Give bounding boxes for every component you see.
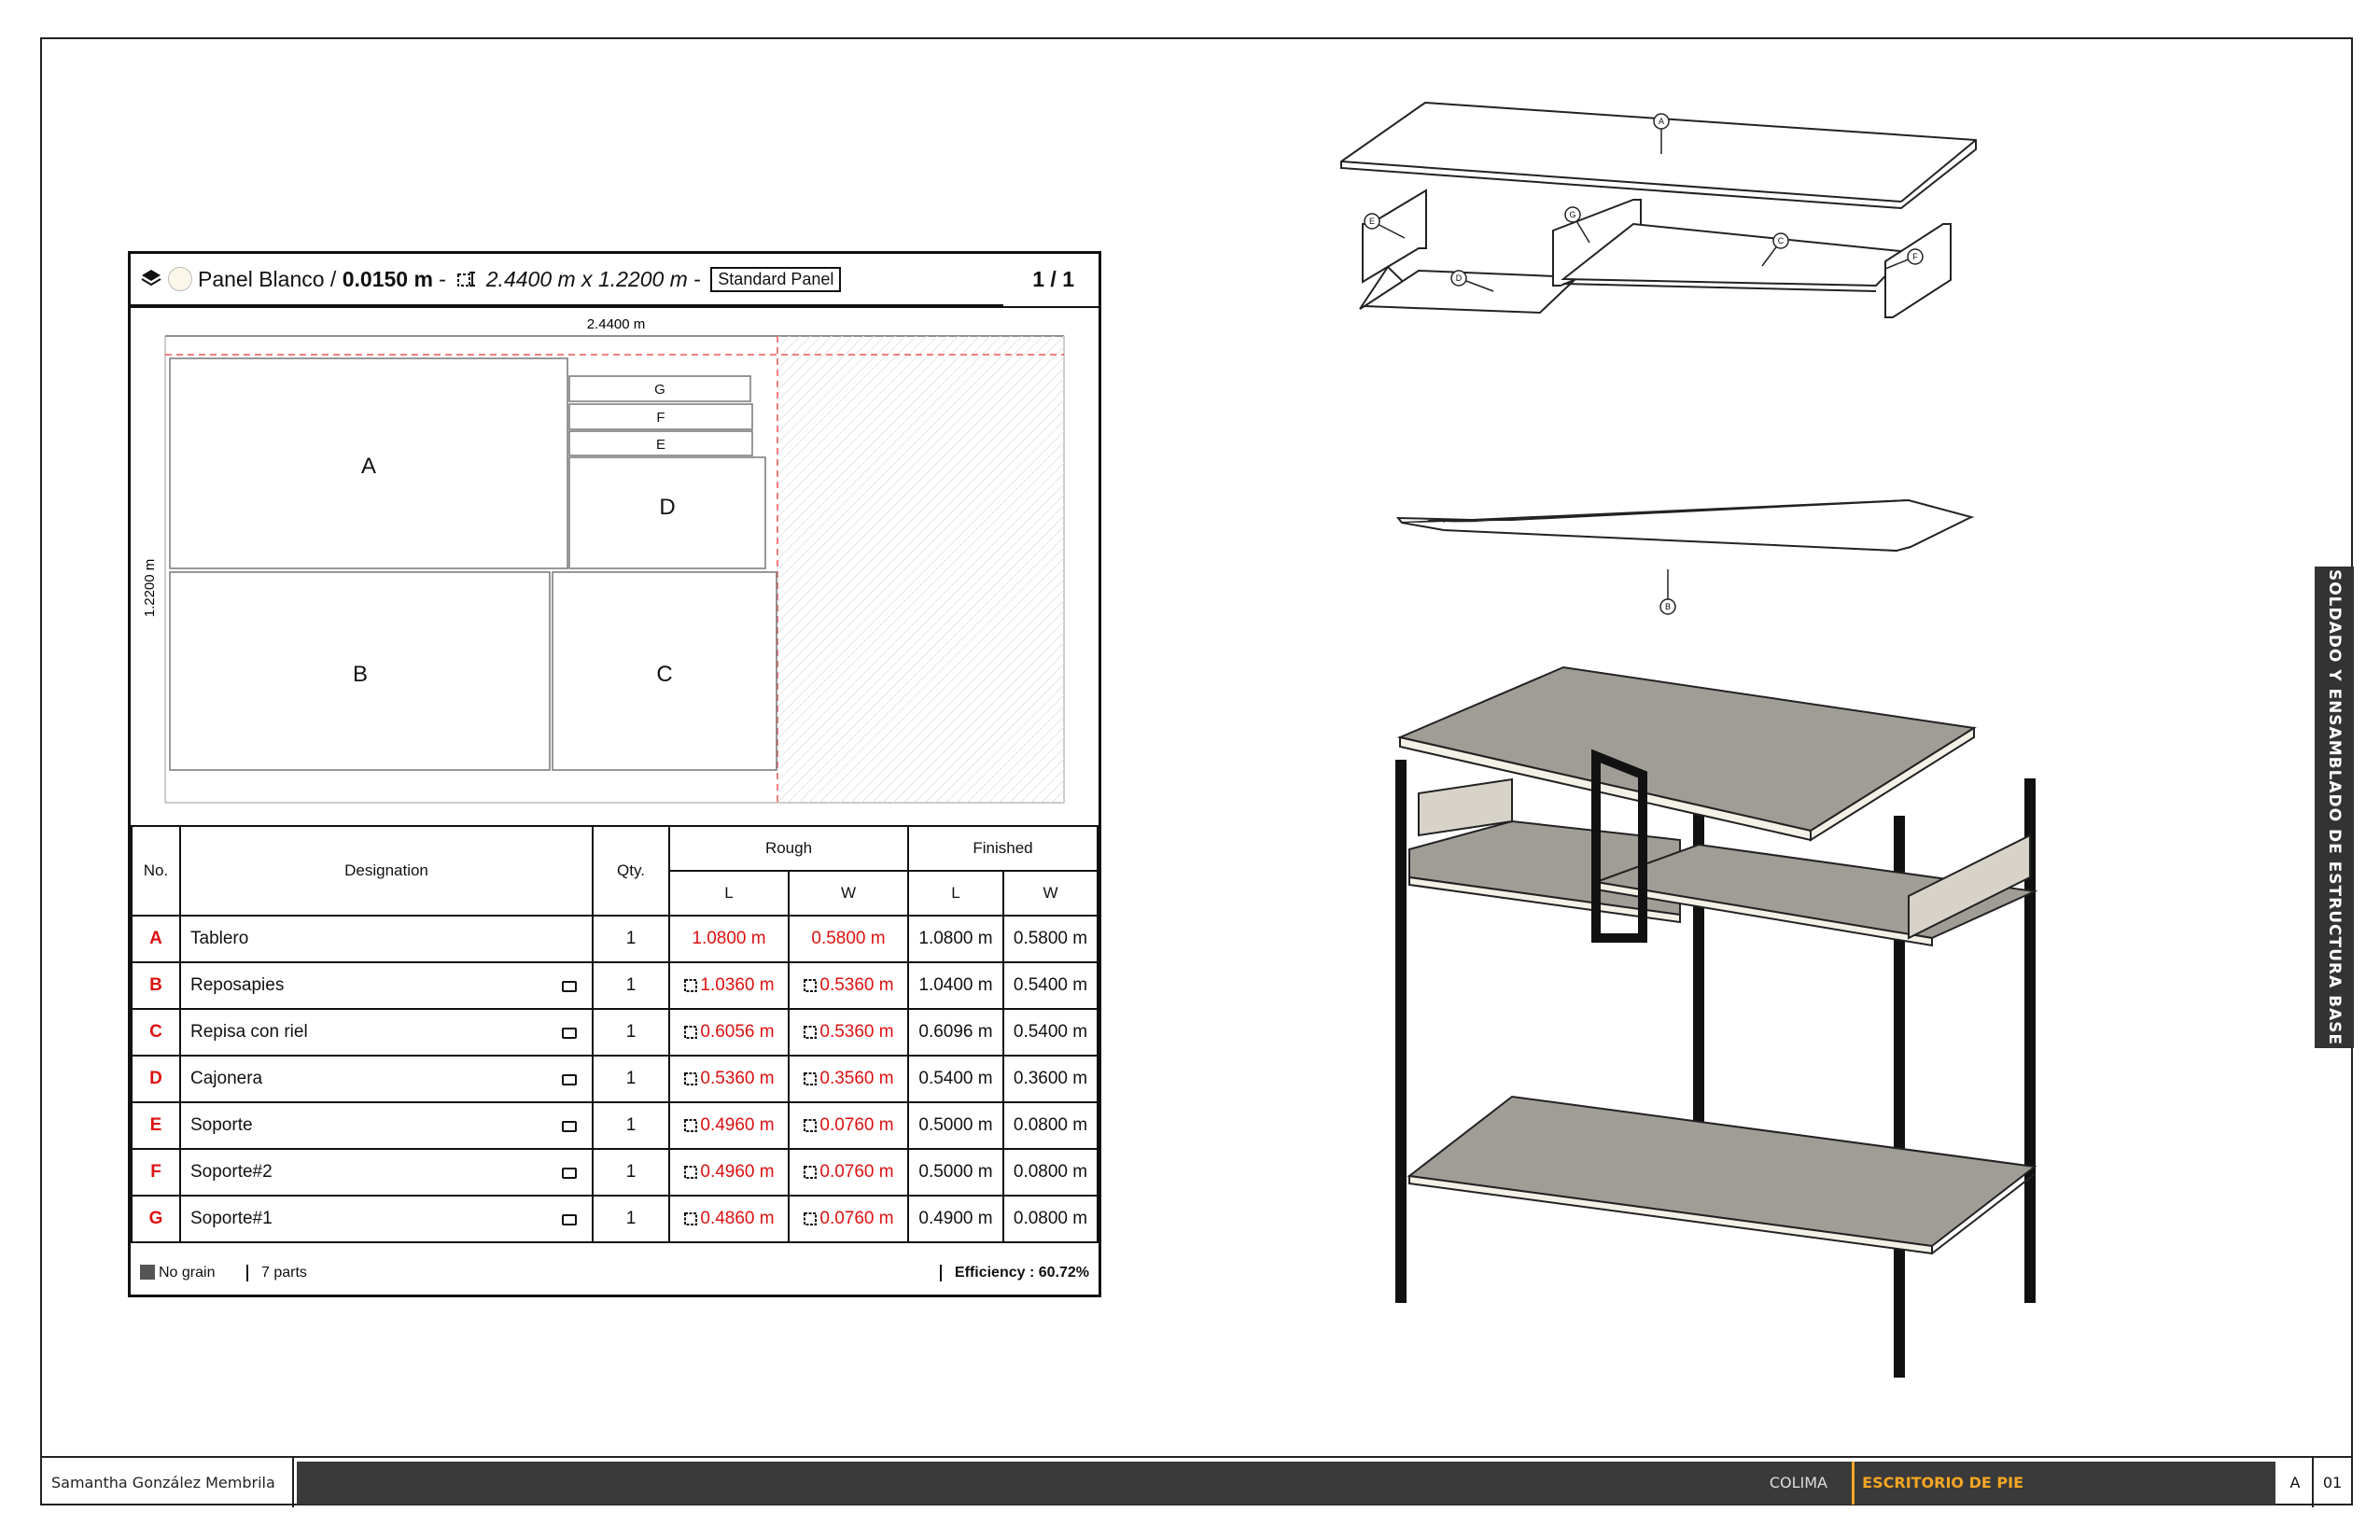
row-no: C [132, 1009, 180, 1056]
row-designation [180, 962, 593, 1009]
row-name: Soporte#2 [190, 1162, 273, 1182]
row-designation [180, 1196, 593, 1242]
row-name: Soporte [190, 1115, 253, 1135]
trim-icon [803, 978, 818, 993]
panel-size: 2.4400 m x 1.2200 m [485, 267, 688, 291]
col-rough-w: W [789, 871, 908, 916]
row-rough-w-value: 0.3560 m [819, 1069, 894, 1088]
assembly-drawings [1325, 84, 2091, 1409]
sheet-letter: A [2278, 1458, 2314, 1507]
section-side-tab [2315, 567, 2354, 1048]
trim-icon [803, 1211, 818, 1226]
part-label-c: C [656, 662, 673, 687]
trim-icon [683, 1211, 698, 1226]
edge-banding-icon [562, 1028, 577, 1039]
row-rough-w-value: 0.0760 m [819, 1115, 894, 1135]
standard-panel-button[interactable]: Standard Panel [710, 267, 841, 292]
row-fin-w: 0.0800 m [1003, 1149, 1098, 1196]
row-qty: 1 [593, 1056, 669, 1102]
row-fin-w: 0.5400 m [1003, 1009, 1098, 1056]
row-designation [180, 1149, 593, 1196]
table-footer [131, 1253, 1099, 1295]
trim-icon [803, 1118, 818, 1133]
sheet-number: 01 [2322, 1474, 2343, 1491]
row-fin-l: 0.5400 m [908, 1056, 1003, 1102]
row-rough-w [789, 1196, 908, 1242]
row-fin-w: 0.0800 m [1003, 1102, 1098, 1149]
panel-thickness: 0.0150 m [342, 267, 433, 291]
row-fin-l: 0.4900 m [908, 1196, 1003, 1242]
row-fin-w: 0.0800 m [1003, 1196, 1098, 1242]
grain-label: No grain [159, 1265, 216, 1281]
efficiency: Efficiency : 60.72% [940, 1265, 1089, 1281]
row-rough-w [789, 962, 908, 1009]
trim-icon [683, 978, 698, 993]
row-rough-l-value: 0.6056 m [700, 1022, 775, 1042]
row-rough-w [789, 1149, 908, 1196]
row-rough-l [669, 962, 789, 1009]
row-designation [180, 1102, 593, 1149]
row-rough-l [669, 1149, 789, 1196]
callout-b: B [1664, 602, 1672, 611]
row-qty: 1 [593, 962, 669, 1009]
part-label-e: E [655, 437, 666, 453]
edge-banding-icon [562, 1214, 577, 1225]
part-label-f: F [656, 410, 665, 426]
row-no: E [132, 1102, 180, 1149]
row-rough-l [669, 1056, 789, 1102]
row-rough-w-value: 0.0760 m [819, 1209, 894, 1228]
row-rough-w-value: 0.5360 m [819, 975, 894, 995]
table-row [132, 916, 1098, 962]
row-fin-w: 0.3600 m [1003, 1056, 1098, 1102]
trim-icon [683, 1025, 698, 1040]
panel-title: Panel Blanco / 0.0150 m - 2.4400 m x 1.2200 m - Standard Panel [198, 267, 841, 292]
row-no: D [132, 1056, 180, 1102]
row-no: B [132, 962, 180, 1009]
row-no: G [132, 1196, 180, 1242]
edge-banding-icon [562, 1074, 577, 1085]
row-fin-l: 0.5000 m [908, 1102, 1003, 1149]
trim-icon [683, 1071, 698, 1086]
row-designation: Tablero [180, 916, 593, 962]
city-label: COLIMA [1769, 1474, 1827, 1491]
row-designation [180, 1056, 593, 1102]
table-row [132, 1102, 1098, 1149]
row-rough-w-value: 0.0760 m [819, 1162, 894, 1182]
trim-icon [803, 1071, 818, 1086]
col-rough-l: L [669, 871, 789, 916]
row-no: F [132, 1149, 180, 1196]
row-rough-w-value: 0.5360 m [819, 1022, 894, 1042]
table-row [132, 1009, 1098, 1056]
callout-a: A [1658, 117, 1665, 126]
row-rough-l: 1.0800 m [669, 916, 789, 962]
row-fin-l: 0.6096 m [908, 1009, 1003, 1056]
grain-icon [140, 1265, 155, 1280]
row-rough-w [789, 1056, 908, 1102]
row-rough-l-value: 0.4960 m [700, 1115, 775, 1135]
row-qty: 1 [593, 1102, 669, 1149]
trim-icon [803, 1165, 818, 1180]
trim-icon [683, 1118, 698, 1133]
title-block [40, 1456, 2353, 1507]
row-qty: 1 [593, 1149, 669, 1196]
table-row [132, 962, 1098, 1009]
row-no: A [132, 916, 180, 962]
table-row [132, 1196, 1098, 1242]
row-qty: 1 [593, 1196, 669, 1242]
exploded-footrest-view [1398, 500, 1971, 551]
cutting-layout [131, 308, 1099, 812]
table-row [132, 1149, 1098, 1196]
row-rough-l-value: 1.0360 m [700, 975, 775, 995]
row-rough-l [669, 1196, 789, 1242]
edge-banding-icon [562, 981, 577, 992]
material-color-icon [168, 267, 192, 291]
edge-banding-icon [562, 1121, 577, 1132]
project-bar [297, 1462, 2275, 1505]
panel-height-label: 1.2200 m [142, 558, 158, 618]
row-rough-w: 0.5800 m [789, 916, 908, 962]
row-rough-l-value: 0.5360 m [700, 1069, 775, 1088]
panel-header [131, 254, 1099, 308]
row-fin-l: 0.5000 m [908, 1149, 1003, 1196]
project-title: ESCRITORIO DE PIE [1852, 1462, 2023, 1505]
desk-3d-view [1400, 667, 2035, 1372]
callout-g: G [1569, 210, 1576, 219]
dimension-icon [455, 269, 476, 289]
col-rough: Rough [669, 826, 908, 871]
table-row [132, 1056, 1098, 1102]
layers-icon [140, 267, 162, 289]
col-designation: Designation [180, 826, 593, 916]
row-name: Repisa con riel [190, 1022, 308, 1042]
col-finished: Finished [908, 826, 1098, 871]
row-name: Reposapies [190, 975, 285, 995]
callout-d: D [1455, 273, 1463, 283]
row-fin-w: 0.5800 m [1003, 916, 1098, 962]
callout-f: F [1912, 252, 1918, 261]
author-name: Samantha González Membrila [40, 1458, 294, 1507]
parts-count: 7 parts [246, 1265, 307, 1281]
row-qty: 1 [593, 1009, 669, 1056]
panel-width-label: 2.4400 m [586, 316, 646, 332]
part-label-g: G [654, 382, 665, 398]
row-name: Soporte#1 [190, 1209, 273, 1228]
edge-banding-icon [562, 1168, 577, 1179]
row-rough-l-value: 0.4960 m [700, 1162, 775, 1182]
row-fin-l: 1.0400 m [908, 962, 1003, 1009]
row-rough-l [669, 1102, 789, 1149]
parts-table [131, 825, 1099, 1243]
row-fin-w: 0.5400 m [1003, 962, 1098, 1009]
callout-e: E [1368, 217, 1376, 226]
col-no: No. [132, 826, 180, 916]
row-rough-l-value: 0.4860 m [700, 1209, 775, 1228]
grain-status [140, 1265, 215, 1281]
part-label-d: D [659, 495, 676, 520]
row-qty: 1 [593, 916, 669, 962]
part-label-b: B [352, 662, 369, 687]
page-number: 1 / 1 [1032, 267, 1074, 291]
section-title: SOLDADO Y ENSAMBLADO DE ESTRUCTURA BASE [2325, 568, 2344, 1046]
row-designation [180, 1009, 593, 1056]
row-fin-l: 1.0800 m [908, 916, 1003, 962]
col-fin-l: L [908, 871, 1003, 916]
callout-c: C [1777, 236, 1785, 245]
row-name: Cajonera [190, 1069, 263, 1088]
row-rough-l [669, 1009, 789, 1056]
exploded-top-view [1341, 103, 1976, 317]
row-rough-w [789, 1102, 908, 1149]
col-fin-w: W [1003, 871, 1098, 916]
col-qty: Qty. [593, 826, 669, 916]
trim-icon [803, 1025, 818, 1040]
trim-icon [683, 1165, 698, 1180]
panel-card [128, 251, 1101, 1297]
row-rough-w [789, 1009, 908, 1056]
part-label-a: A [360, 454, 377, 479]
offcut-area [777, 336, 1064, 803]
panel-material: Panel Blanco [198, 267, 325, 291]
